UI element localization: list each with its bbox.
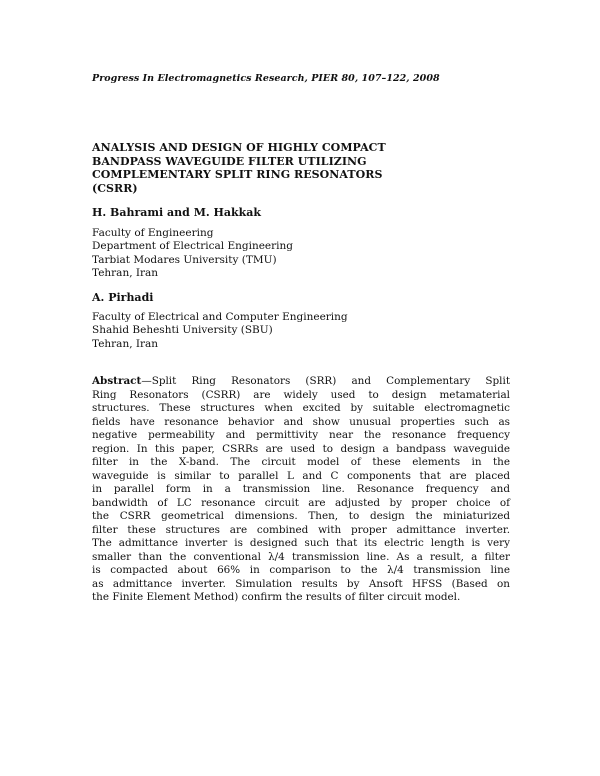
authors-secondary: A. Pirhadi: [92, 291, 154, 304]
affiliation-line: Faculty of Engineering: [92, 227, 214, 239]
title-line: ANALYSIS AND DESIGN OF HIGHLY COMPACT: [92, 141, 386, 154]
abstract-line: smaller than the conventional λ/4 transmission line. As a result, a filter: [92, 550, 510, 563]
journal-header: Progress In Electromagnetics Research, PIER 80, 107–122, 2008: [92, 73, 440, 84]
abstract-line: region. In this paper, CSRRs are used to design a bandpass waveguide: [92, 442, 510, 455]
affiliation-line: Faculty of Electrical and Computer Engineering: [92, 311, 348, 323]
abstract-line: fields have resonance behavior and show unusual properties such as: [92, 415, 510, 428]
abstract-line: waveguide is similar to parallel L and C components that are placed: [92, 469, 510, 482]
abstract-line: bandwidth of LC resonance circuit are adjusted by proper choice of: [92, 496, 510, 509]
abstract-line: is compacted about 66% in comparison to the λ/4 transmission line: [92, 564, 510, 576]
abstract-line: filter these structures are combined with proper admittance inverter.: [92, 523, 510, 536]
affiliation-line: Tehran, Iran: [92, 267, 159, 280]
abstract-line: Ring Resonators (CSRR) are widely used to design metamaterial: [92, 388, 510, 401]
paper-title: [92, 141, 422, 195]
abstract-line: negative permeability and permittivity near the resonance frequency: [92, 429, 510, 441]
abstract-label: Abstract: [92, 375, 142, 387]
abstract-text: —Split Ring Resonators (SRR) and Complementary Split: [141, 375, 510, 387]
title-line: (CSRR): [92, 181, 138, 195]
abstract-line: the Finite Element Method) confirm the results of filter circuit model.: [92, 591, 461, 603]
title-line: BANDPASS WAVEGUIDE FILTER UTILIZING: [92, 154, 367, 168]
affiliation-line: Department of Electrical Engineering: [92, 240, 293, 253]
affiliation-secondary: [92, 311, 348, 351]
abstract-line: as admittance inverter. Simulation results by Ansoft HFSS (Based on: [92, 577, 510, 590]
affiliation-line: Tehran, Iran: [92, 337, 159, 350]
affiliation-line: Tarbiat Modares University (TMU): [92, 253, 277, 266]
abstract-line: structures. These structures when excited by suitable electromagnetic: [92, 402, 510, 414]
abstract: [92, 375, 510, 605]
abstract-line: filter in the X-band. The circuit model of these elements in the: [92, 456, 510, 468]
affiliation-line: Shahid Beheshti University (SBU): [92, 324, 273, 337]
affiliation-primary: [92, 227, 293, 281]
abstract-line: [92, 375, 510, 389]
abstract-line: the CSRR geometrical dimensions. Then, to design the miniaturized: [92, 510, 510, 522]
title-line: COMPLEMENTARY SPLIT RING RESONATORS: [92, 168, 383, 182]
authors-primary: H. Bahrami and M. Hakkak: [92, 206, 262, 219]
abstract-line: The admittance inverter is designed such that its electric length is very: [92, 537, 510, 549]
abstract-line: in parallel form in a transmission line. Resonance frequency and: [92, 483, 510, 495]
